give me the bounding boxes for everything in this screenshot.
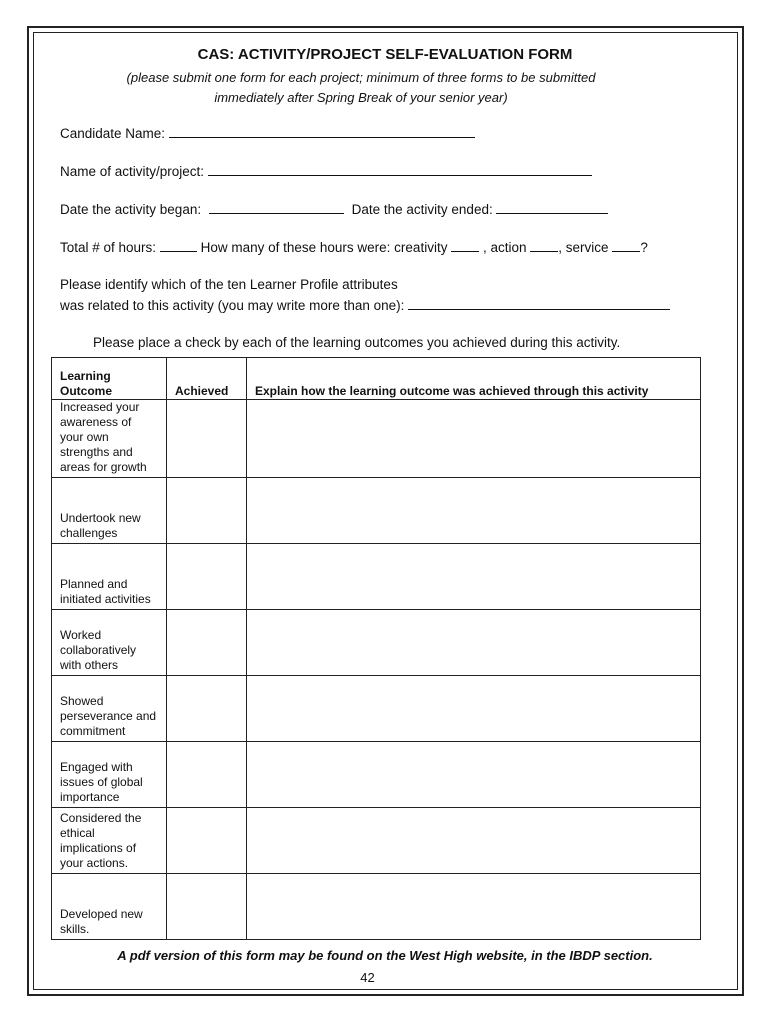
total-hours-blank[interactable] — [160, 239, 197, 252]
explanation-cell[interactable] — [247, 808, 701, 874]
outcome-text-line: Undertook new — [60, 511, 141, 525]
activity-name-row — [60, 163, 592, 179]
outcome-text-line: Engaged with — [60, 760, 133, 774]
outcome-cell — [52, 676, 167, 742]
outcome-text-line: ethical — [60, 826, 95, 840]
explanation-cell[interactable] — [247, 478, 701, 544]
outcome-text-line: Increased your — [60, 400, 140, 414]
footer-note: A pdf version of this form may be found on the West High website, in the IBDP section. — [117, 948, 653, 963]
outcome-text-line: strengths and — [60, 445, 133, 459]
outcome-cell — [52, 742, 167, 808]
table-row — [52, 676, 701, 742]
dates-row — [60, 201, 608, 217]
achieved-check-cell[interactable] — [167, 400, 247, 478]
form-subtitle — [0, 68, 722, 108]
explanation-cell[interactable] — [247, 544, 701, 610]
outcome-text-line: challenges — [60, 526, 118, 540]
candidate-name-row — [60, 125, 475, 141]
outcome-text-line: your actions. — [60, 856, 129, 870]
outcome-text-line: awareness of — [60, 415, 132, 429]
outcome-cell — [52, 874, 167, 940]
outcome-text-line: importance — [60, 790, 120, 804]
instruction-text: Please place a check by each of the learning outcomes you achieved during this activity. — [93, 335, 621, 350]
outcome-text-line: Showed — [60, 694, 104, 708]
outcome-text-line: commitment — [60, 724, 126, 738]
header-achieved: Achieved — [167, 358, 247, 400]
explanation-cell[interactable] — [247, 400, 701, 478]
date-began-blank[interactable] — [209, 201, 344, 214]
action-hours-blank[interactable] — [530, 239, 558, 252]
achieved-check-cell[interactable] — [167, 676, 247, 742]
outcome-text-line: Considered the — [60, 811, 142, 825]
achieved-check-cell[interactable] — [167, 874, 247, 940]
outcome-text-line: initiated activities — [60, 592, 151, 606]
header-learning-outcome: Learning Outcome — [52, 358, 167, 400]
action-label: , action — [482, 240, 527, 255]
table-row — [52, 544, 701, 610]
table-row — [52, 610, 701, 676]
outcome-text-line: issues of global — [60, 775, 143, 789]
outcome-text-line: Developed new — [60, 907, 143, 921]
outcome-text-line: skills. — [60, 922, 90, 936]
explanation-cell[interactable] — [247, 676, 701, 742]
service-hours-blank[interactable] — [612, 239, 640, 252]
activity-name-label: Name of activity/project: — [60, 164, 205, 179]
explanation-cell[interactable] — [247, 874, 701, 940]
hours-breakdown-label: How many of these hours were: creativity — [200, 240, 448, 255]
candidate-name-label: Candidate Name: — [60, 126, 166, 141]
creativity-hours-blank[interactable] — [451, 239, 479, 252]
table-row — [52, 874, 701, 940]
learner-profile-label: was related to this activity (you may write more than one): — [60, 298, 405, 313]
activity-name-blank[interactable] — [208, 163, 592, 176]
learner-profile-blank[interactable] — [408, 297, 670, 310]
explanation-cell[interactable] — [247, 742, 701, 808]
outcome-cell — [52, 478, 167, 544]
date-ended-blank[interactable] — [496, 201, 608, 214]
total-hours-label: Total # of hours: — [60, 240, 157, 255]
date-began-label: Date the activity began: — [60, 202, 202, 217]
explanation-cell[interactable] — [247, 610, 701, 676]
date-ended-label: Date the activity ended: — [351, 202, 493, 217]
learner-profile-line-1: Please identify which of the ten Learner Profile attributes — [60, 277, 398, 292]
outcome-text-line: implications of — [60, 841, 137, 855]
achieved-check-cell[interactable] — [167, 808, 247, 874]
outcome-text-line: with others — [60, 658, 119, 672]
candidate-name-blank[interactable] — [169, 125, 475, 138]
form-subtitle-line-2: immediately after Spring Break of your senior year) — [214, 90, 508, 105]
table-row — [52, 478, 701, 544]
table-row — [52, 400, 701, 478]
achieved-check-cell[interactable] — [167, 478, 247, 544]
table-row — [52, 742, 701, 808]
outcome-text-line: collaboratively — [60, 643, 137, 657]
achieved-check-cell[interactable] — [167, 544, 247, 610]
table-row — [52, 808, 701, 874]
outcome-text-line: Planned and — [60, 577, 128, 591]
service-label: , service — [558, 240, 609, 255]
hours-row — [60, 239, 648, 255]
learner-profile-row — [60, 297, 670, 313]
header-explain: Explain how the learning outcome was achieved through this activity — [247, 358, 701, 400]
outcome-text-line: Worked — [60, 628, 102, 642]
achieved-check-cell[interactable] — [167, 610, 247, 676]
outcome-text-line: areas for growth — [60, 460, 147, 474]
table-header-row — [52, 358, 701, 400]
outcome-cell — [52, 544, 167, 610]
form-title: CAS: ACTIVITY/PROJECT SELF-EVALUATION FORM — [197, 46, 573, 63]
outcome-cell — [52, 400, 167, 478]
achieved-check-cell[interactable] — [167, 742, 247, 808]
form-subtitle-line-1: (please submit one form for each project; minimum of three forms to be submitted — [126, 70, 596, 85]
question-mark: ? — [640, 240, 648, 255]
outcome-text-line: perseverance and — [60, 709, 157, 723]
outcome-text-line: your own — [60, 430, 109, 444]
outcome-cell — [52, 610, 167, 676]
learning-outcomes-table — [51, 357, 701, 940]
outcome-cell — [52, 808, 167, 874]
page-number: 42 — [360, 970, 375, 985]
